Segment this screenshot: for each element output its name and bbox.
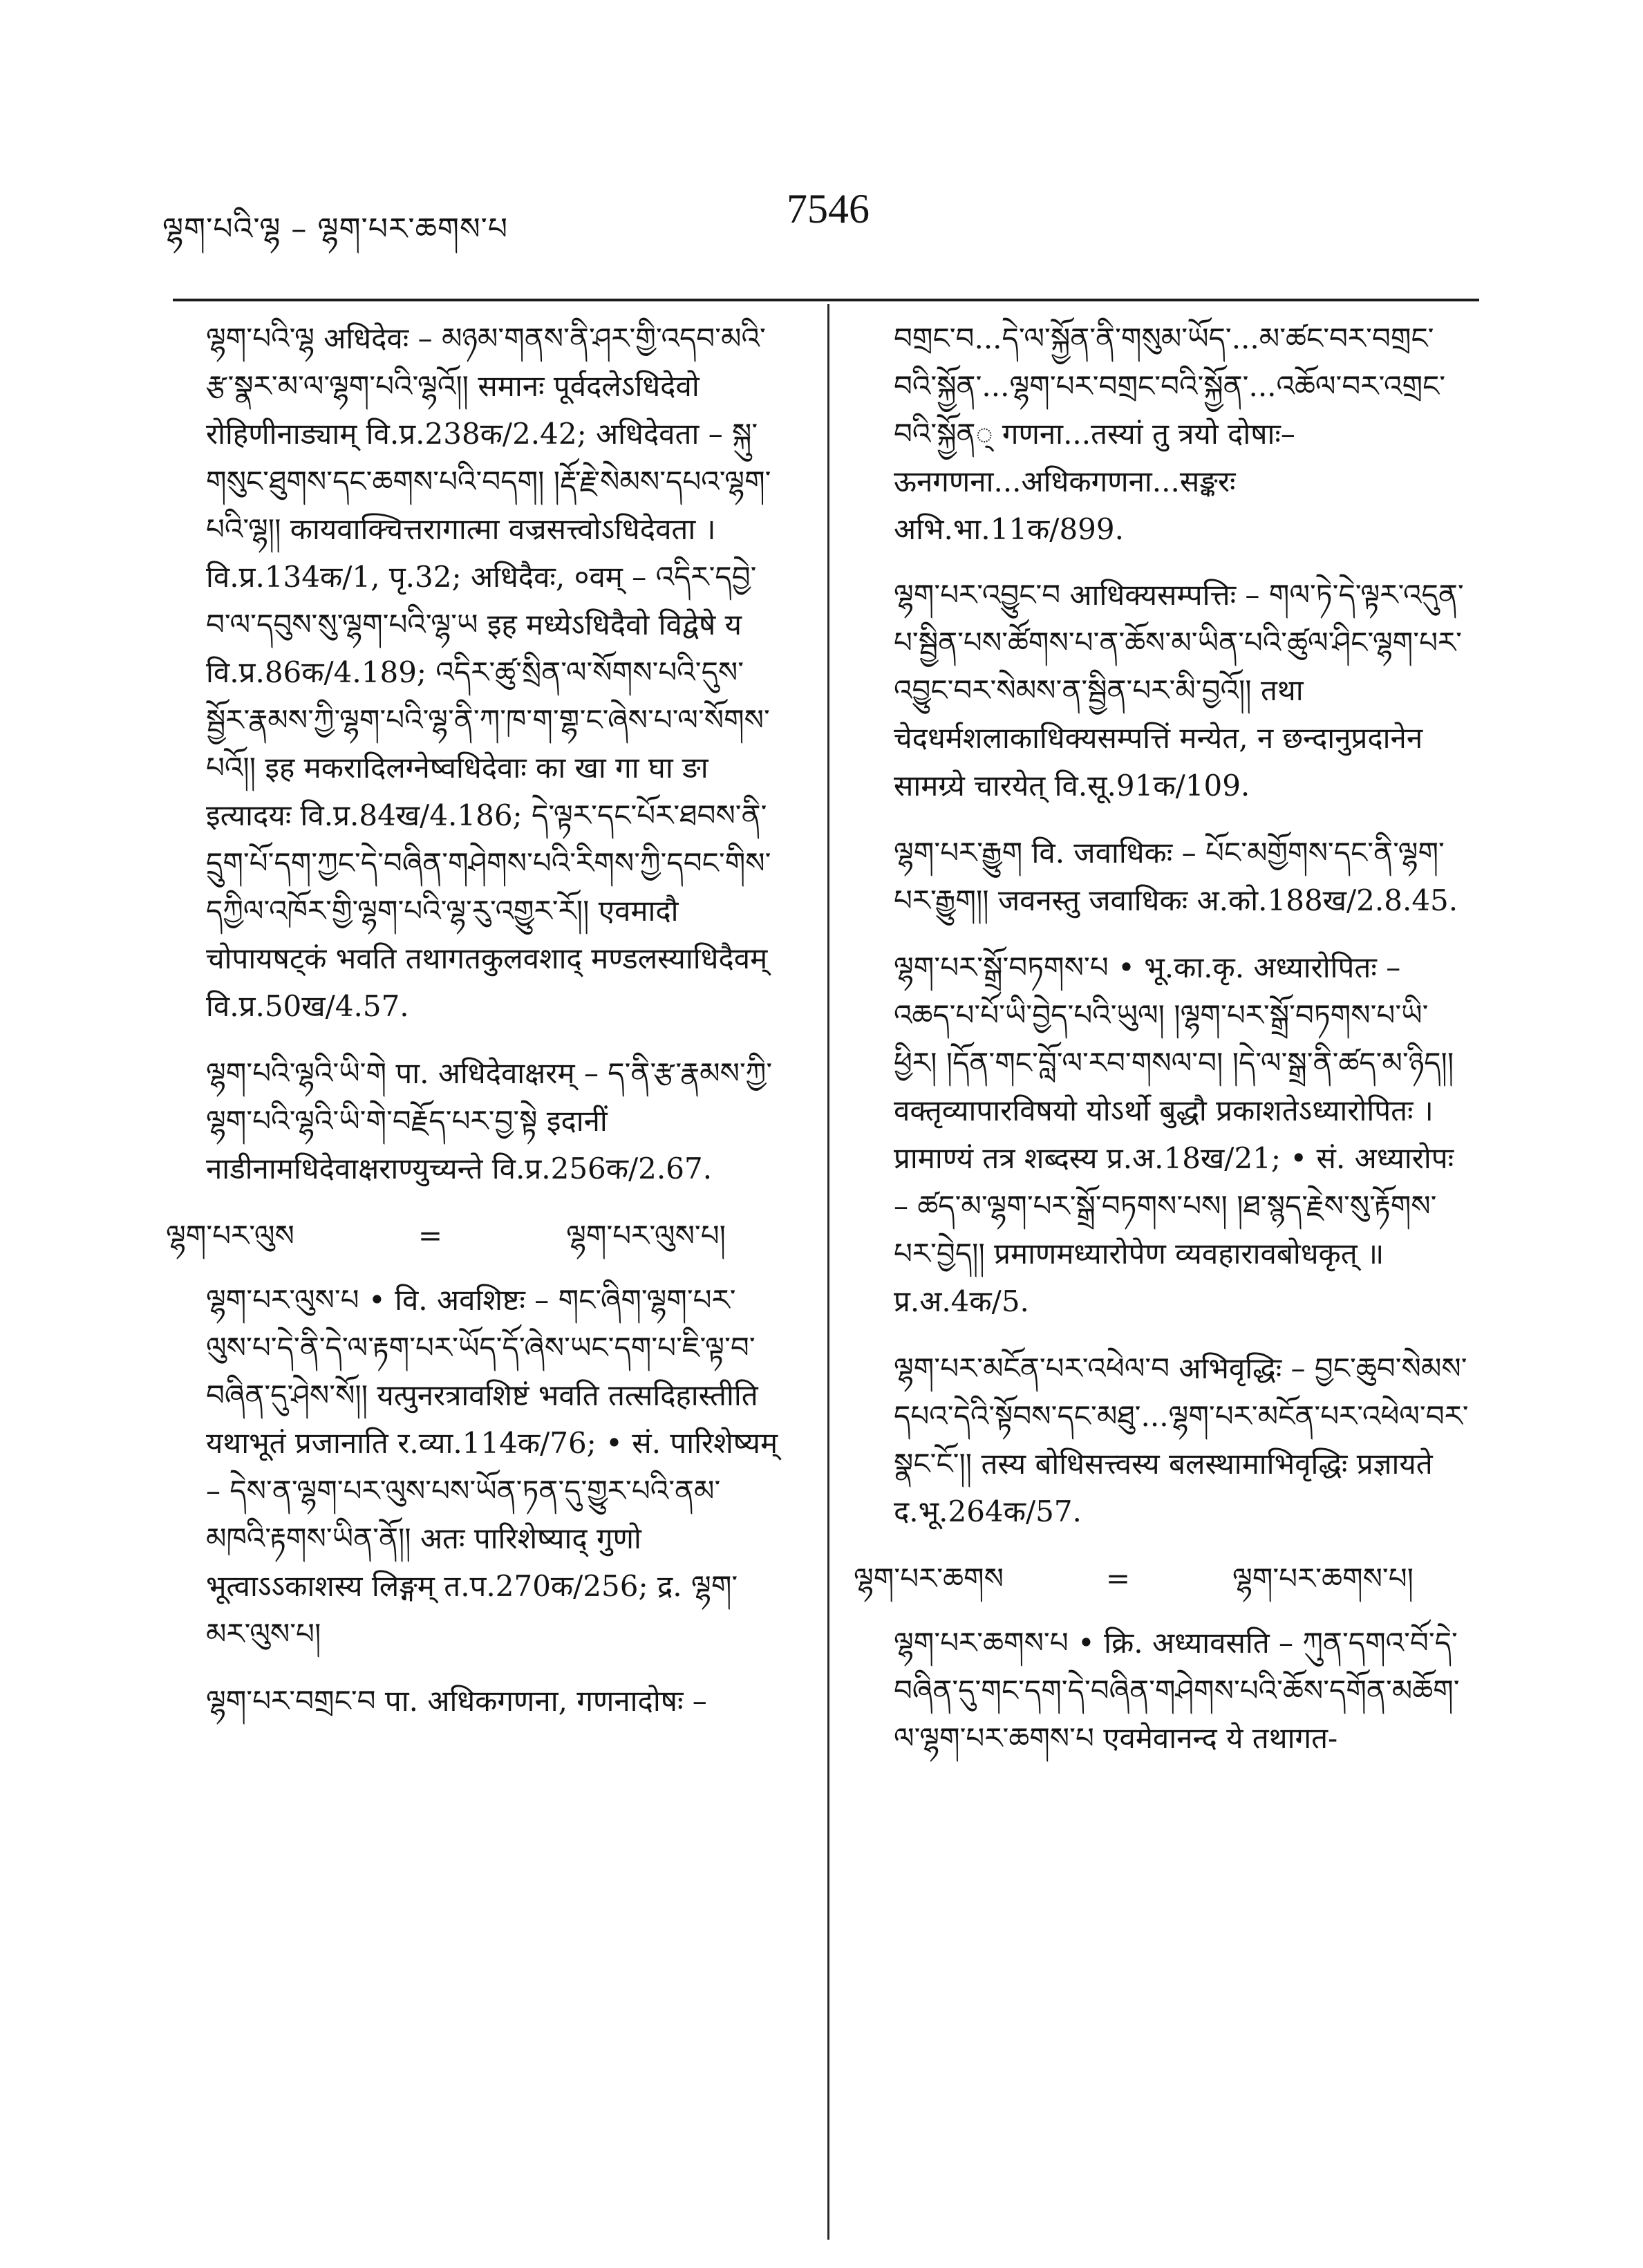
dictionary-entry: ལྷག་པའི་ལྷའི་ཡི་གེ पा. अधिदेवाक्षरम् – ད་ནི་རྩ་རྣམས་ཀྱི་ལྷག་པའི་ལྷའི་ཡི་གེ་བརྗོད་པར་བྱ་སྟེ इदानीं नाडीनामधिदेवाक्षराण्युच्यन्ते वि.प्र.256क/2.67.	[206, 1056, 773, 1185]
cross-reference-term: ལྷག་པར་ལུས	[166, 1219, 294, 1253]
column-divider	[827, 304, 829, 2240]
dictionary-entry: ལྷག་པར་འབྱུང་བ आधिक्यसम्पत्तिः – གལ་ཏེ་དེ་ལྟར་འདུན་པ་སྦྱིན་པས་ཚོགས་པ་ན་ཆོས་མ་ཡིན་པའི་ཚུལ་ཤིང་ལྷག་པར་འབྱུང་བར་སེམས་ན་སྦྱིན་པར་མི་བྱའོ།། तथा चेदधर्मशलाकाधिक्यसम्पत्तिं मन्येत, न छन्दानुप्रदानेन सामग्र्ये चारयेत् वि.सू.91क/109.	[894, 578, 1464, 803]
dictionary-entry: ལྷག་པར་ལུས་པ • वि. अवशिष्टः – གང་ཞིག་ལྷག་པར་ལུས་པ་དེ་ནི་དེ་ལ་རྟག་པར་ཡོད་དོ་ཞེས་ཡང་དག་པ་ཇི་ལྟ་བ་བཞིན་དུ་ཤེས་སོ།། यत्पुनरत्रावशिष्टं भवति तत्सदिहास्तीति यथाभूतं प्रजानाति र.व्या.114क/76; • सं. पारिशेष्यम् – དེས་ན་ལྷག་པར་ལུས་པས་ཡོན་ཏན་དུ་གྱུར་པའི་ནམ་མཁའི་རྟགས་ཡིན་ནོ།། अतः पारिशेष्याद् गुणो भूत्वाऽऽकाशस्य लिङ्गम् त.प.270क/256; द्र. ལྷག་མར་ལུས་པ།	[206, 1283, 778, 1651]
dictionary-entry: ལྷག་པར་བགྲང་བ पा. अधिकगणना, गणनादोषः –	[206, 1684, 707, 1718]
cross-reference	[166, 1212, 781, 1259]
dictionary-entry: ལྷག་པར་མངོན་པར་འཕེལ་བ अभिवृद्धिः – བྱང་ཆུབ་སེམས་དཔའ་དེའི་སྟོབས་དང་མཐུ་...ལྷག་པར་མངོན་པར་འཕེལ་བར་སྣང་ངོ་།། तस्य बोधिसत्त्वस्य बलस्थामाभिवृद्धिः प्रज्ञायते द.भू.264क/57.	[894, 1351, 1469, 1528]
dictionary-entry-continued: བགྲང་བ...དེ་ལ་སྐྱོན་ནི་གསུམ་ཡོད་...མ་ཚང་བར་བགྲང་བའི་སྐྱོན་...ལྷག་པར་བགྲང་བའི་སྐྱོན་...འཆོལ་བར་འགྲང་བའི་སྐྱོན् गणना...तस्यां तु त्रयो दोषाः–ऊनगणना...अधिकगणना...सङ्करः अभि.भा.11क/899.	[894, 321, 1446, 546]
cross-reference-sep: =	[417, 1219, 443, 1253]
cross-reference	[854, 1555, 1469, 1602]
dictionary-entry: ལྷག་པར་རྒྱུག वि. जवाधिकः – པོང་མགྱོགས་དང་ནི་ལྷག་པར་རྒྱུག།། जवनस्तु जवाधिकः अ.को.188ख/2.8.45.	[894, 836, 1458, 917]
running-head: ལྷག་པའི་ལྷ – ལྷག་པར་ཆགས་པ	[162, 212, 509, 247]
cross-reference-target: ལྷག་པར་ཆགས་པ།	[1232, 1562, 1414, 1595]
left-column	[166, 315, 781, 1744]
cross-reference-term: ལྷག་པར་ཆགས	[854, 1562, 1004, 1595]
dictionary-entry: ལྷག་པར་ཆགས་པ • क्रि. अध्यावसति – ཀུན་དགའ་བོ་དེ་བཞིན་དུ་གང་དག་དེ་བཞིན་གཤེགས་པའི་ཆོས་དགོན་མཆོག་ལ་ལྷག་པར་ཆགས་པ एवमेवानन्द ये तथागत-	[894, 1626, 1460, 1755]
header-rule	[173, 299, 1479, 301]
dictionary-entry: ལྷག་པར་སྒྲོ་བཏགས་པ • भू.का.कृ. अध्यारोपितः – འཆད་པ་པོ་ཡི་བྱེད་པའི་ཡུལ། །ལྷག་པར་སྒྲོ་བཏགས་པ་ཡི་ཕྱིར། །དོན་གང་བློ་ལ་རབ་གསལ་བ། །དེ་ལ་སྒྲ་ནི་ཚད་མ་ཉིད།། वक्तृव्यापारविषयो योऽर्थो बुद्धौ प्रकाशतेऽध्यारोपितः । प्रामाण्यं तत्र शब्दस्य प्र.अ.18ख/21; • सं. अध्यारोपः – ཚད་མ་ལྷག་པར་སྒྲོ་བཏགས་པས། །ཐ་སྙད་རྗེས་སུ་རྟོགས་པར་བྱེད།། प्रमाणमध्यारोपेण व्यवहारावबोधकृत् ॥ प्र.अ.4क/5.	[894, 950, 1454, 1318]
right-column	[854, 315, 1469, 1781]
cross-reference-target: ལྷག་པར་ལུས་པ།	[566, 1219, 726, 1253]
page-number: 7546	[787, 186, 870, 232]
cross-reference-sep: =	[1105, 1562, 1131, 1595]
dictionary-entry: ལྷག་པའི་ལྷ अधिदेवः – མཉམ་གནས་ནི་ཤར་གྱི་འདབ་མའི་རྩ་སྣར་མ་ལ་ལྷག་པའི་ལྷའོ།། समानः पूर्वदलेऽधिदेवो रोहिणीनाड्याम् वि.प्र.238क/2.42; अधिदेवता – སྐུ་གསུང་ཐུགས་དང་ཆགས་པའི་བདག། །རྡོ་རྗེ་སེམས་དཔའ་ལྷག་པའི་ལྷ།། कायवाक्चित्तरागात्मा वज्रसत्त्वोऽधिदेवता । वि.प्र.134क/1, पृ.32; अधिदैवः, ०वम् – འདིར་དབྱེ་བ་ལ་དབུས་སུ་ལྷག་པའི་ལྷ་ཡ इह मध्येऽधिदैवो विद्वेषे य वि.प्र.86क/4.189; འདིར་ཚུ་སྲིན་ལ་སོགས་པའི་དུས་སྦྱོར་རྣམས་ཀྱི་ལྷག་པའི་ལྷ་ནི་ཀ་ཁ་ག་གྷ་ང་ཞེས་པ་ལ་སོགས་པའོ།། इह मकरादिलग्नेष्वधिदेवाः का खा गा घा ङा इत्यादयः वि.प्र.84ख/4.186; དེ་ལྟར་དང་པོར་ཐབས་ནི་དྲུག་པོ་དག་ཀྱང་དེ་བཞིན་གཤེགས་པའི་རིགས་ཀྱི་དབང་གིས་དཀྱིལ་འཁོར་གྱི་ལྷག་པའི་ལྷ་རུ་འགྱུར་རོ།། एवमादौ चोपायषट्कं भवति तथागतकुलवशाद् मण्डलस्याधिदैवम् वि.प्र.50ख/4.57.	[206, 321, 771, 1023]
